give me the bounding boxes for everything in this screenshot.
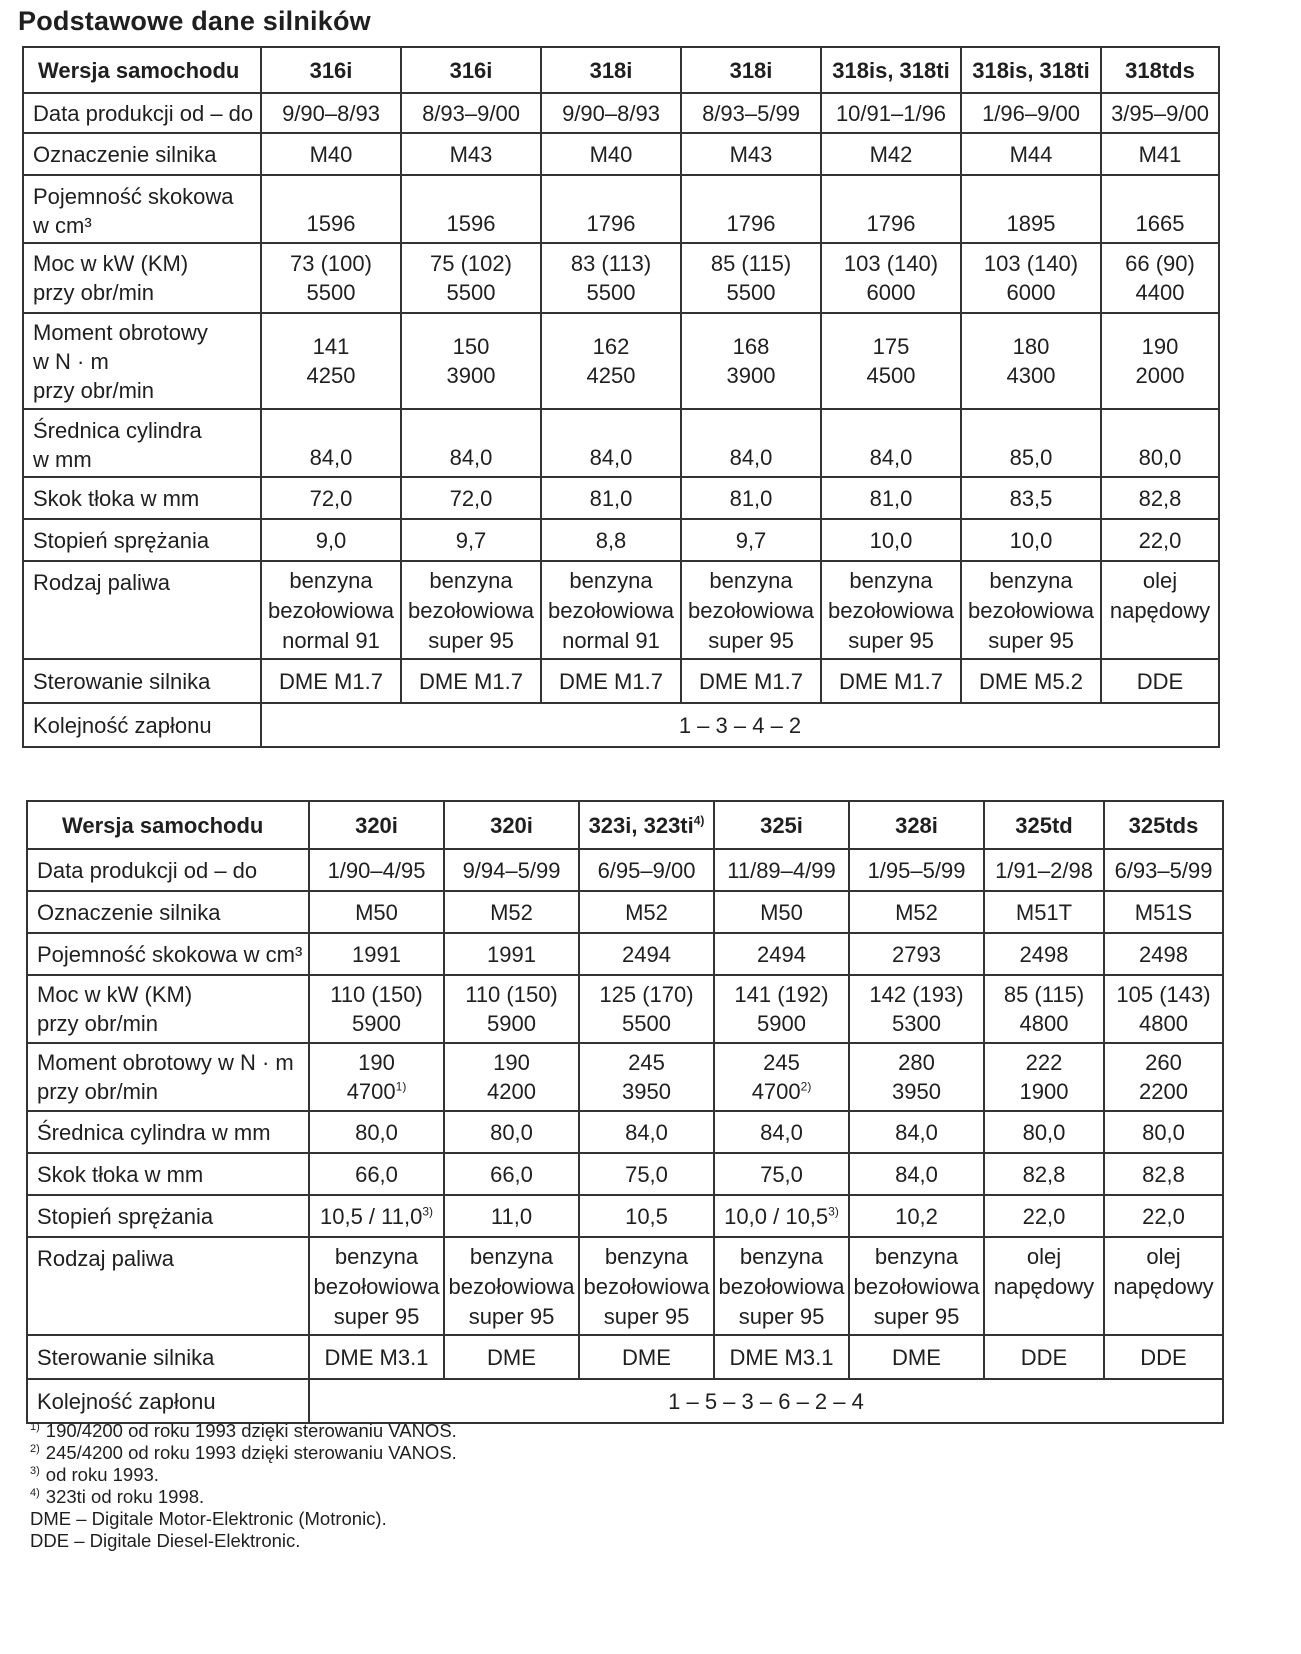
cell-value: 2498 [1104, 933, 1223, 975]
cell-value: benzyna bezołowiowa super 95 [849, 1237, 984, 1335]
cell-value: 10/91–1/96 [821, 93, 961, 133]
cell-value: 80,0 [1101, 409, 1219, 477]
cell-value: 84,0 [849, 1153, 984, 1195]
row-label: Moc w kW (KM) przy obr/min [23, 243, 261, 313]
cell-value: 141 (192) 5900 [714, 975, 849, 1043]
table-row [23, 93, 1219, 133]
table-row [23, 313, 1219, 409]
cell-value: 84,0 [849, 1111, 984, 1153]
row-label: Kolejność zapłonu [27, 1379, 309, 1423]
cell-value: 72,0 [401, 477, 541, 519]
cell-value: 11,0 [444, 1195, 579, 1237]
cell-value: 1796 [821, 175, 961, 243]
cell-value: M43 [681, 133, 821, 175]
firing-order-value: 1 – 5 – 3 – 6 – 2 – 4 [309, 1379, 1223, 1423]
cell-value: DME M5.2 [961, 659, 1101, 703]
engine-spec-table-1 [22, 46, 1220, 748]
cell-value: DDE [1101, 659, 1219, 703]
cell-value: 22,0 [984, 1195, 1104, 1237]
cell-value: DME M1.7 [401, 659, 541, 703]
model-header: 320i [309, 801, 444, 849]
table-row [23, 243, 1219, 313]
cell-value: M50 [309, 891, 444, 933]
cell-value: 84,0 [681, 409, 821, 477]
cell-value: 110 (150) 5900 [444, 975, 579, 1043]
cell-value: 1/95–5/99 [849, 849, 984, 891]
cell-value: 66 (90) 4400 [1101, 243, 1219, 313]
cell-value: DME M3.1 [309, 1335, 444, 1379]
cell-value: 142 (193) 5300 [849, 975, 984, 1043]
cell-value: 1596 [401, 175, 541, 243]
row-label: Pojemność skokowa w cm³ [23, 175, 261, 243]
cell-value: benzyna bezołowiowa super 95 [681, 561, 821, 659]
table-row [27, 1111, 1223, 1153]
cell-value: 2498 [984, 933, 1104, 975]
cell-value: 80,0 [1104, 1111, 1223, 1153]
cell-value: 2793 [849, 933, 984, 975]
cell-value: 9/94–5/99 [444, 849, 579, 891]
cell-value: 1665 [1101, 175, 1219, 243]
cell-value: 1796 [541, 175, 681, 243]
cell-value: M51S [1104, 891, 1223, 933]
cell-value: 1596 [261, 175, 401, 243]
table-row [23, 477, 1219, 519]
cell-value: 1991 [309, 933, 444, 975]
torque-rpm-text: 4700 [751, 1079, 801, 1104]
model-header: 325td [984, 801, 1104, 849]
cell-value: 6/95–9/00 [579, 849, 714, 891]
table-header-row [27, 801, 1223, 849]
cell-value: 9,7 [401, 519, 541, 561]
cell-value: 84,0 [714, 1111, 849, 1153]
row-label: Moc w kW (KM) przy obr/min [27, 975, 309, 1043]
torque-value: 190 [358, 1050, 395, 1075]
cell-value: 9/90–8/93 [541, 93, 681, 133]
abbreviation-dde: DDE – Digitale Diesel-Elektronic. [30, 1530, 301, 1551]
table-row [23, 659, 1219, 703]
cell-value: 10,2 [849, 1195, 984, 1237]
cell-value: 81,0 [681, 477, 821, 519]
cell-value: 81,0 [541, 477, 681, 519]
cell-value: 75 (102) 5500 [401, 243, 541, 313]
table-header-row [23, 47, 1219, 93]
footnote-mark: 3) [422, 1204, 433, 1219]
cell-value: DME [849, 1335, 984, 1379]
row-label: Średnica cylindra w mm [23, 409, 261, 477]
table-row [27, 933, 1223, 975]
torque-rpm-text: 4700 [346, 1079, 396, 1104]
cell-value: 141 4250 [261, 313, 401, 409]
cell-value: M44 [961, 133, 1101, 175]
row-label: Moment obrotowy w N · m przy obr/min [23, 313, 261, 409]
firing-order-value: 1 – 3 – 4 – 2 [261, 703, 1219, 747]
cell-value: DME M3.1 [714, 1335, 849, 1379]
row-label: Sterowanie silnika [23, 659, 261, 703]
cell-value: 75,0 [714, 1153, 849, 1195]
cell-value: 80,0 [984, 1111, 1104, 1153]
cell-value: benzyna bezołowiowa super 95 [714, 1237, 849, 1335]
cell-value: 10,0 [821, 519, 961, 561]
compression-text: 10,0 / 10,5 [724, 1203, 829, 1229]
cell-value: benzyna bezołowiowa super 95 [309, 1237, 444, 1335]
cell-value: 2494 [579, 933, 714, 975]
cell-value: 280 3950 [849, 1043, 984, 1111]
cell-value: benzyna bezołowiowa super 95 [961, 561, 1101, 659]
model-header: 318is, 318ti [961, 47, 1101, 93]
cell-value: M42 [821, 133, 961, 175]
cell-value: 83 (113) 5500 [541, 243, 681, 313]
cell-value: 1/90–4/95 [309, 849, 444, 891]
table-row [23, 561, 1219, 659]
cell-value: 168 3900 [681, 313, 821, 409]
cell-value: 66,0 [444, 1153, 579, 1195]
cell-value: 22,0 [1104, 1195, 1223, 1237]
cell-value: M52 [849, 891, 984, 933]
footnote-mark: 4) [693, 813, 705, 828]
cell-value: benzyna bezołowiowa super 95 [401, 561, 541, 659]
table-row [23, 703, 1219, 747]
cell-value: olej napędowy [984, 1237, 1104, 1335]
cell-value: 190 2000 [1101, 313, 1219, 409]
cell-value: 85,0 [961, 409, 1101, 477]
cell-value: 66,0 [309, 1153, 444, 1195]
cell-value: olej napędowy [1104, 1237, 1223, 1335]
cell-value: 8/93–5/99 [681, 93, 821, 133]
compression-text: 10,5 / 11,0 [319, 1203, 423, 1229]
row-label: Pojemność skokowa w cm³ [27, 933, 309, 975]
cell-value: 190 4200 [444, 1043, 579, 1111]
cell-value: 81,0 [821, 477, 961, 519]
cell-value: M52 [579, 891, 714, 933]
model-header: 318is, 318ti [821, 47, 961, 93]
row-label: Skok tłoka w mm [27, 1153, 309, 1195]
row-label: Stopień sprężania [27, 1195, 309, 1237]
cell-value: 105 (143) 4800 [1104, 975, 1223, 1043]
cell-value: 1895 [961, 175, 1101, 243]
cell-value: DME M1.7 [261, 659, 401, 703]
row-label: Sterowanie silnika [27, 1335, 309, 1379]
cell-value: 260 2200 [1104, 1043, 1223, 1111]
cell-value: 80,0 [444, 1111, 579, 1153]
cell-value: 103 (140) 6000 [821, 243, 961, 313]
cell-value: 9,0 [261, 519, 401, 561]
cell-value: 1991 [444, 933, 579, 975]
cell-value: DME [579, 1335, 714, 1379]
cell-value: 1/96–9/00 [961, 93, 1101, 133]
footnote [30, 1486, 457, 1508]
table-row [23, 519, 1219, 561]
page-title: Podstawowe dane silników [18, 6, 371, 36]
table-row [27, 1043, 1223, 1111]
model-header: 320i [444, 801, 579, 849]
model-header: 316i [401, 47, 541, 93]
cell-value: 110 (150) 5900 [309, 975, 444, 1043]
row-label: Średnica cylindra w mm [27, 1111, 309, 1153]
cell-value: 11/89–4/99 [714, 849, 849, 891]
model-header-text: 323i, 323ti [588, 812, 694, 838]
footnote-mark: 3) [828, 1204, 839, 1219]
table-row [27, 849, 1223, 891]
header-label: Wersja samochodu [23, 47, 261, 93]
cell-value: DME M1.7 [541, 659, 681, 703]
cell-value: olej napędowy [1101, 561, 1219, 659]
cell-value: 6/93–5/99 [1104, 849, 1223, 891]
footnote-mark: 3) [30, 1464, 40, 1477]
cell-value [714, 1043, 849, 1111]
torque-rpm [313, 1077, 440, 1106]
cell-value: 22,0 [1101, 519, 1219, 561]
cell-value: M51T [984, 891, 1104, 933]
cell-value [309, 1043, 444, 1111]
cell-value: 3/95–9/00 [1101, 93, 1219, 133]
model-header [579, 801, 714, 849]
footnote [30, 1420, 457, 1442]
cell-value [714, 1195, 849, 1237]
torque-value: 245 [763, 1050, 800, 1075]
cell-value: DME M1.7 [681, 659, 821, 703]
row-label: Skok tłoka w mm [23, 477, 261, 519]
footnote-text: od roku 1993. [45, 1464, 159, 1485]
cell-value: 85 (115) 4800 [984, 975, 1104, 1043]
cell-value: 1796 [681, 175, 821, 243]
table-row [27, 1195, 1223, 1237]
footnote-text: 190/4200 od roku 1993 dzięki sterowaniu VANOS. [45, 1420, 457, 1441]
table-row [23, 175, 1219, 243]
model-header: 318i [541, 47, 681, 93]
cell-value: 8/93–9/00 [401, 93, 541, 133]
cell-value: 10,0 [961, 519, 1101, 561]
footnote [30, 1442, 457, 1464]
engine-spec-table-2 [26, 800, 1224, 1424]
cell-value: M52 [444, 891, 579, 933]
cell-value: 8,8 [541, 519, 681, 561]
cell-value: 84,0 [579, 1111, 714, 1153]
row-label: Kolejność zapłonu [23, 703, 261, 747]
cell-value: 83,5 [961, 477, 1101, 519]
table-row [27, 1153, 1223, 1195]
cell-value: 9,7 [681, 519, 821, 561]
cell-value: 180 4300 [961, 313, 1101, 409]
table-row [23, 133, 1219, 175]
cell-value: 150 3900 [401, 313, 541, 409]
cell-value: benzyna bezołowiowa normal 91 [541, 561, 681, 659]
cell-value: 84,0 [401, 409, 541, 477]
cell-value: 84,0 [261, 409, 401, 477]
cell-value: 84,0 [541, 409, 681, 477]
footnote-mark: 2) [800, 1079, 812, 1094]
row-label: Moment obrotowy w N · m przy obr/min [27, 1043, 309, 1111]
cell-value: 1/91–2/98 [984, 849, 1104, 891]
footnote-mark: 1) [30, 1420, 40, 1433]
cell-value: 84,0 [821, 409, 961, 477]
footnotes [30, 1420, 457, 1552]
model-header: 328i [849, 801, 984, 849]
cell-value: benzyna bezołowiowa normal 91 [261, 561, 401, 659]
cell-value: 125 (170) 5500 [579, 975, 714, 1043]
cell-value [309, 1195, 444, 1237]
header-label: Wersja samochodu [27, 801, 309, 849]
cell-value: M41 [1101, 133, 1219, 175]
cell-value: DME [444, 1335, 579, 1379]
cell-value: benzyna bezołowiowa super 95 [579, 1237, 714, 1335]
cell-value: M43 [401, 133, 541, 175]
model-header: 316i [261, 47, 401, 93]
table-row [27, 1237, 1223, 1335]
row-label: Oznaczenie silnika [23, 133, 261, 175]
cell-value: 73 (100) 5500 [261, 243, 401, 313]
cell-value: 9/90–8/93 [261, 93, 401, 133]
cell-value: 222 1900 [984, 1043, 1104, 1111]
row-label: Stopień sprężania [23, 519, 261, 561]
cell-value: DDE [984, 1335, 1104, 1379]
footnote-text: 245/4200 od roku 1993 dzięki sterowaniu VANOS. [45, 1442, 457, 1463]
cell-value: 82,8 [1104, 1153, 1223, 1195]
row-label: Rodzaj paliwa [23, 561, 261, 659]
cell-value: 85 (115) 5500 [681, 243, 821, 313]
cell-value: 75,0 [579, 1153, 714, 1195]
torque-rpm [718, 1077, 845, 1106]
cell-value: M40 [261, 133, 401, 175]
model-header: 325i [714, 801, 849, 849]
footnote-mark: 2) [30, 1442, 40, 1455]
cell-value: benzyna bezołowiowa super 95 [444, 1237, 579, 1335]
cell-value: DME M1.7 [821, 659, 961, 703]
model-header: 325tds [1104, 801, 1223, 849]
row-label: Data produkcji od – do [27, 849, 309, 891]
abbreviation-dme: DME – Digitale Motor-Elektronic (Motronic). [30, 1508, 387, 1529]
footnote-text: 323ti od roku 1998. [45, 1486, 205, 1507]
table-row [27, 1379, 1223, 1423]
table-row [27, 1335, 1223, 1379]
cell-value: M40 [541, 133, 681, 175]
table-row [27, 891, 1223, 933]
row-label: Oznaczenie silnika [27, 891, 309, 933]
table-row [27, 975, 1223, 1043]
cell-value: 72,0 [261, 477, 401, 519]
cell-value: 82,8 [984, 1153, 1104, 1195]
row-label: Data produkcji od – do [23, 93, 261, 133]
table-row [23, 409, 1219, 477]
footnote [30, 1464, 457, 1486]
cell-value: 103 (140) 6000 [961, 243, 1101, 313]
model-header: 318i [681, 47, 821, 93]
cell-value: 82,8 [1101, 477, 1219, 519]
cell-value: DDE [1104, 1335, 1223, 1379]
model-header: 318tds [1101, 47, 1219, 93]
cell-value: M50 [714, 891, 849, 933]
cell-value: 10,5 [579, 1195, 714, 1237]
footnote-mark: 1) [395, 1079, 407, 1094]
cell-value: 175 4500 [821, 313, 961, 409]
cell-value: 80,0 [309, 1111, 444, 1153]
cell-value: benzyna bezołowiowa super 95 [821, 561, 961, 659]
footnote-mark: 4) [30, 1486, 40, 1499]
cell-value: 162 4250 [541, 313, 681, 409]
row-label: Rodzaj paliwa [27, 1237, 309, 1335]
cell-value: 245 3950 [579, 1043, 714, 1111]
cell-value: 2494 [714, 933, 849, 975]
